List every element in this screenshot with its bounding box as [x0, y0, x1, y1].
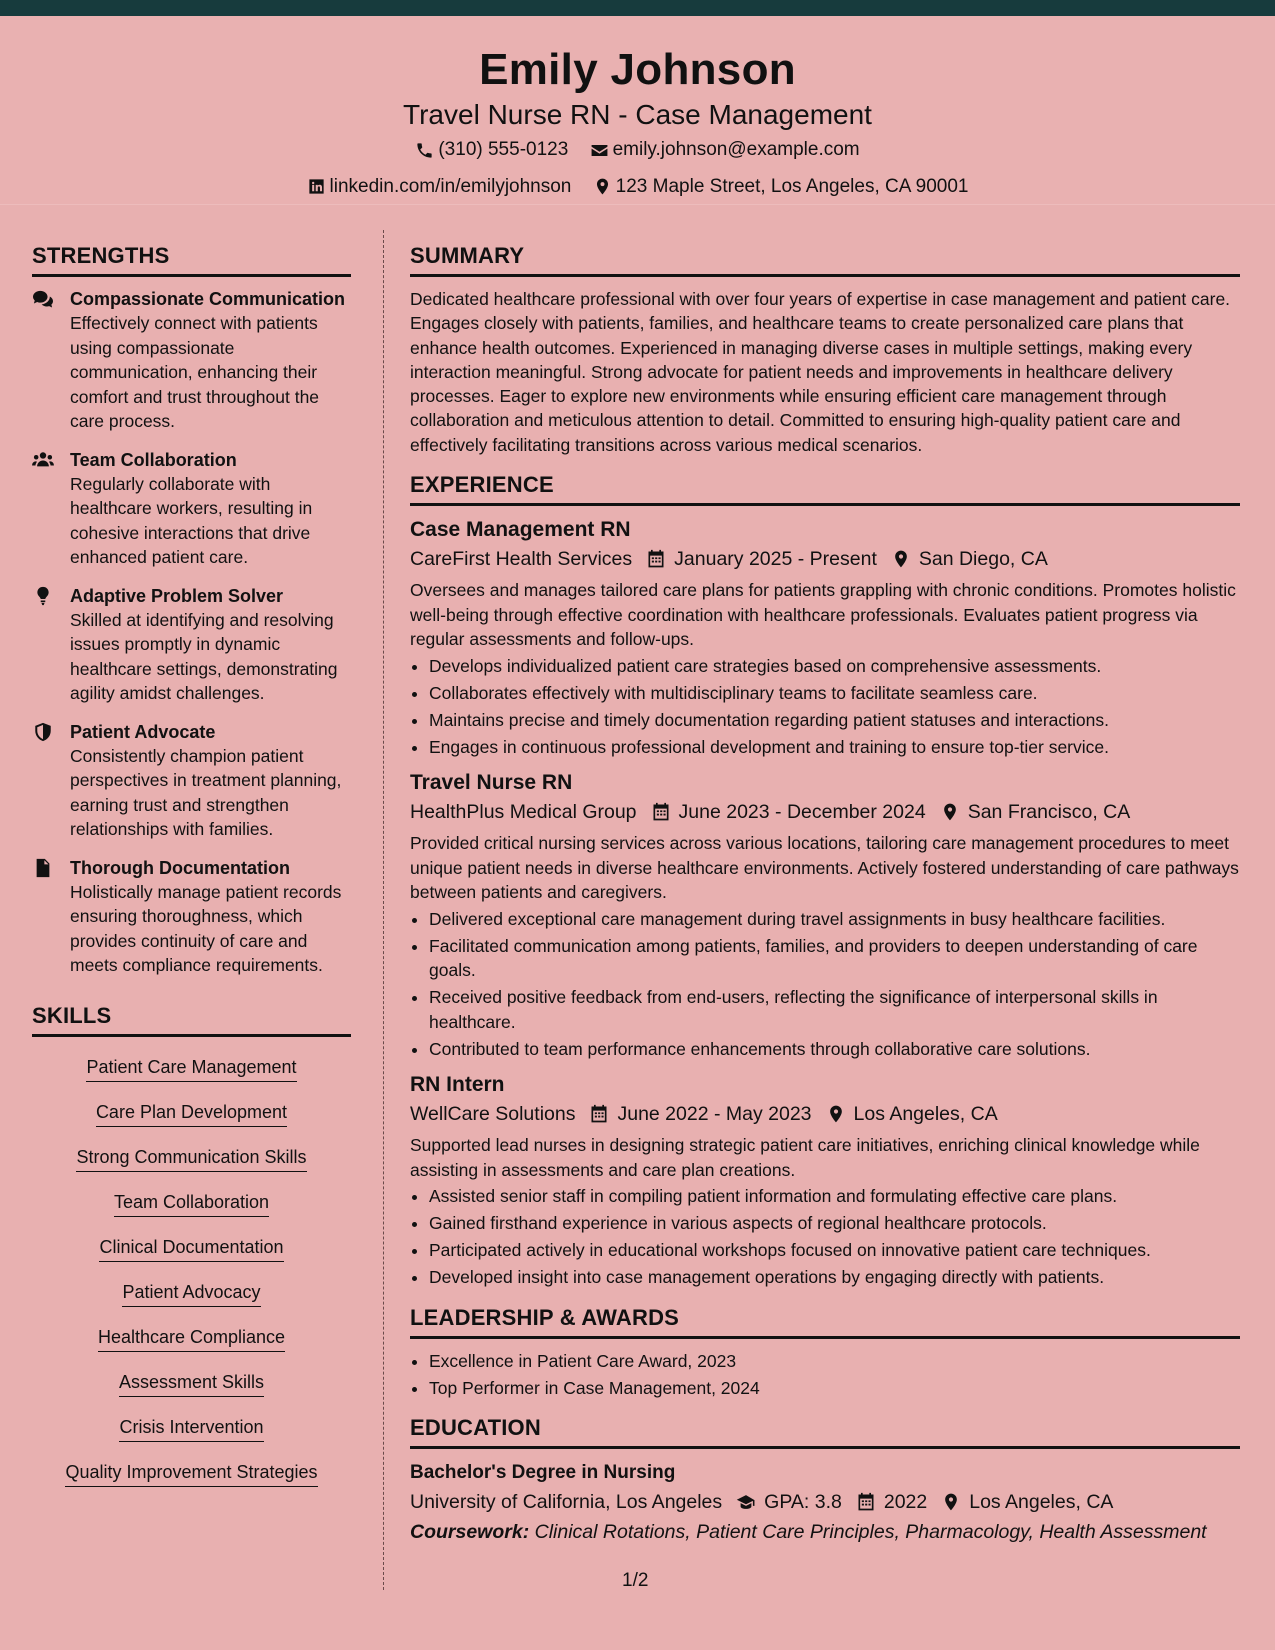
resume-header [0, 16, 1275, 205]
document-icon [32, 858, 54, 878]
award-item: • Excellence in Patient Care Award, 2023 [429, 1349, 1240, 1374]
strength-desc: Effectively connect with patients using compassionate communication, enhancing their comfort and trust throughout the care process. [70, 313, 320, 431]
skill-item: Team Collaboration [114, 1190, 269, 1217]
skill-item: Quality Improvement Strategies [65, 1460, 317, 1487]
job-bullet: • Received positive feedback from end-users, reflecting the significance of interpersonal skills in healthcare. [429, 985, 1240, 1034]
job-entry [410, 769, 1240, 1061]
strength-desc: Holistically manage patient records ensuring thoroughness, which provides continuity of care and meets compliance requirements. [70, 881, 342, 975]
job-bullets [410, 907, 1240, 1062]
skill-item: Strong Communication Skills [76, 1145, 306, 1172]
education-heading: EDUCATION [410, 1414, 1240, 1449]
strength-item [32, 856, 351, 978]
job-bullet: • Delivered exceptional care management during travel assignments in busy healthcare facilities. [429, 907, 1240, 932]
award-item: • Top Performer in Case Management, 2024 [429, 1376, 1240, 1401]
job-bullet: • Engages in continuous professional development and training to ensure top-tier service. [429, 735, 1240, 760]
job-company: WellCare Solutions [410, 1103, 576, 1126]
degree-title: Bachelor's Degree in Nursing [410, 1462, 676, 1484]
job-location: Los Angeles, CA [853, 1103, 998, 1126]
job-location: San Francisco, CA [967, 801, 1131, 824]
skill-item: Assessment Skills [119, 1370, 264, 1397]
job-title: Case Management RN [410, 518, 631, 542]
job-bullet: • Collaborates effectively with multidisciplinary teams to facilitate seamless care. [429, 681, 1240, 706]
job-title: RN Intern [410, 1073, 505, 1097]
job-meta [410, 1099, 1240, 1129]
contact-line-1 [0, 136, 1275, 169]
map-pin-icon [593, 177, 612, 196]
strengths-heading: STRENGTHS [32, 242, 351, 277]
map-pin-icon [941, 1492, 961, 1512]
strength-title: Patient Advocate [70, 721, 216, 742]
job-meta [410, 544, 1240, 574]
job-bullets [410, 1184, 1240, 1290]
map-pin-icon [826, 1104, 846, 1124]
right-column [410, 242, 1240, 1547]
coursework-text: Clinical Rotations, Patient Care Principles, Pharmacology, Health Assessment [534, 1521, 1207, 1544]
candidate-name: Emily Johnson [479, 45, 796, 94]
school-name: University of California, Los Angeles [410, 1491, 723, 1514]
strength-desc: Skilled at identifying and resolving issues promptly in dynamic healthcare settings, demonstrating agility amidst challenges. [70, 609, 338, 703]
job-title: Travel Nurse RN [410, 771, 573, 795]
calendar-icon [651, 802, 671, 822]
envelope-icon [590, 141, 609, 160]
skills-list [32, 1047, 351, 1497]
job-bullet: • Gained firsthand experience in various aspects of regional healthcare protocols. [429, 1211, 1240, 1236]
strength-title: Adaptive Problem Solver [70, 585, 284, 606]
strength-desc: Regularly collaborate with healthcare workers, resulting in cohesive interactions that drive enhanced patient care. [70, 473, 313, 567]
phone-contact [415, 136, 568, 164]
job-dates: June 2022 - May 2023 [617, 1103, 812, 1126]
job-dates: June 2023 - December 2024 [678, 801, 926, 824]
phone-icon [415, 141, 434, 160]
summary-text: Dedicated healthcare professional with over four years of expertise in case management and patient care. Engages closely with patients, families, and healthcare teams to create personalized care plans that enhance health outcomes. Experienced in managing diverse cases in multiple settings, making every interaction meaningful. Strong advocate for patient needs and improvements in healthcare delivery processes. Eager to explore new environments while ensuring efficient care management through collaboration and meticulous attention to detail. Committed to ensuring high-quality patient care and effectively facilitating transitions across various medical scenarios. [410, 289, 1231, 455]
skills-heading: SKILLS [32, 1002, 351, 1037]
users-icon [32, 450, 54, 470]
calendar-icon [856, 1492, 876, 1512]
page-number: 1/2 [622, 1570, 649, 1591]
skill-item: Crisis Intervention [119, 1415, 263, 1442]
candidate-title: Travel Nurse RN - Case Management [403, 99, 872, 130]
coursework-label: Coursework: [410, 1521, 530, 1544]
job-location: San Diego, CA [918, 548, 1048, 571]
strength-title: Thorough Documentation [70, 857, 290, 878]
graduation-cap-icon [736, 1492, 756, 1512]
shield-icon [32, 722, 54, 742]
strength-item [32, 287, 351, 434]
linkedin-contact[interactable] [307, 173, 572, 201]
email-text: emily.johnson@example.com [612, 139, 860, 160]
graduation-year: 2022 [883, 1491, 928, 1514]
job-bullet: • Contributed to team performance enhancements through collaborative care solutions. [429, 1037, 1240, 1062]
skill-item: Clinical Documentation [99, 1235, 283, 1262]
job-bullet: • Assisted senior staff in compiling patient information and formulating effective care plans. [429, 1184, 1240, 1209]
calendar-icon [646, 549, 666, 569]
summary-heading: SUMMARY [410, 242, 1240, 277]
comments-icon [32, 289, 54, 309]
skill-item: Care Plan Development [96, 1100, 287, 1127]
strength-title: Compassionate Communication [70, 289, 346, 309]
linkedin-text: linkedin.com/in/emilyjohnson [329, 175, 572, 197]
job-entry [410, 516, 1240, 759]
job-desc: Supported lead nurses in designing strategic patient care initiatives, enriching clinical knowledge while assisting in assessments and care plan creations. [410, 1135, 1200, 1180]
education-meta [410, 1487, 1240, 1517]
job-bullet: • Developed insight into case management operations by engaging directly with patients. [429, 1265, 1240, 1290]
job-company: HealthPlus Medical Group [410, 801, 637, 824]
strength-item [32, 584, 351, 706]
job-entry [410, 1071, 1240, 1290]
linkedin-icon [307, 177, 326, 196]
contact-line-2 [0, 173, 1275, 206]
job-desc: Oversees and manages tailored care plans for patients grappling with chronic conditions. Promotes holistic well-being through effective coordination with healthcare professionals. Evaluates patient progress via regular assessments and follow-ups. [410, 580, 1236, 650]
phone-text: (310) 555-0123 [438, 139, 569, 160]
experience-heading: EXPERIENCE [410, 471, 1240, 506]
job-bullet: • Develops individualized patient care strategies based on comprehensive assessments. [429, 654, 1240, 679]
job-bullet: • Maintains precise and timely documentation regarding patient statuses and interactions. [429, 708, 1240, 733]
strength-desc: Consistently champion patient perspectives in treatment planning, earning trust and strengthen relationships with families. [70, 745, 342, 839]
strength-item [32, 448, 351, 570]
job-dates: January 2025 - Present [674, 548, 877, 571]
skill-item: Patient Care Management [86, 1055, 296, 1082]
education-location: Los Angeles, CA [969, 1491, 1114, 1514]
skill-item: Healthcare Compliance [98, 1325, 285, 1352]
left-column [32, 242, 351, 1497]
map-pin-icon [940, 802, 960, 822]
lightbulb-icon [32, 586, 54, 606]
top-bar [0, 0, 1275, 16]
coursework-line [410, 1517, 1240, 1547]
calendar-icon [589, 1104, 609, 1124]
job-bullet: • Facilitated communication among patients, families, and providers to deepen understanding of care goals. [429, 934, 1240, 983]
address-text: 123 Maple Street, Los Angeles, CA 90001 [615, 175, 969, 197]
strength-title: Team Collaboration [70, 449, 237, 470]
job-bullets [410, 654, 1240, 760]
gpa-text: GPA: 3.8 [764, 1491, 842, 1514]
job-company: CareFirst Health Services [410, 548, 633, 571]
address-contact [593, 173, 969, 201]
job-bullet: • Participated actively in educational workshops focused on innovative patient care techniques. [429, 1238, 1240, 1263]
awards-list [410, 1349, 1240, 1401]
job-desc: Provided critical nursing services across various locations, tailoring care management procedures to meet unique patient needs in diverse healthcare environments. Actively fostered understanding of care pathways between patients and caregivers. [410, 833, 1239, 903]
map-pin-icon [891, 549, 911, 569]
column-divider [383, 230, 384, 1590]
strength-item [32, 720, 351, 842]
skill-item: Patient Advocacy [122, 1280, 260, 1307]
awards-heading: LEADERSHIP & AWARDS [410, 1304, 1240, 1339]
job-meta [410, 797, 1240, 827]
email-contact[interactable] [590, 136, 860, 164]
